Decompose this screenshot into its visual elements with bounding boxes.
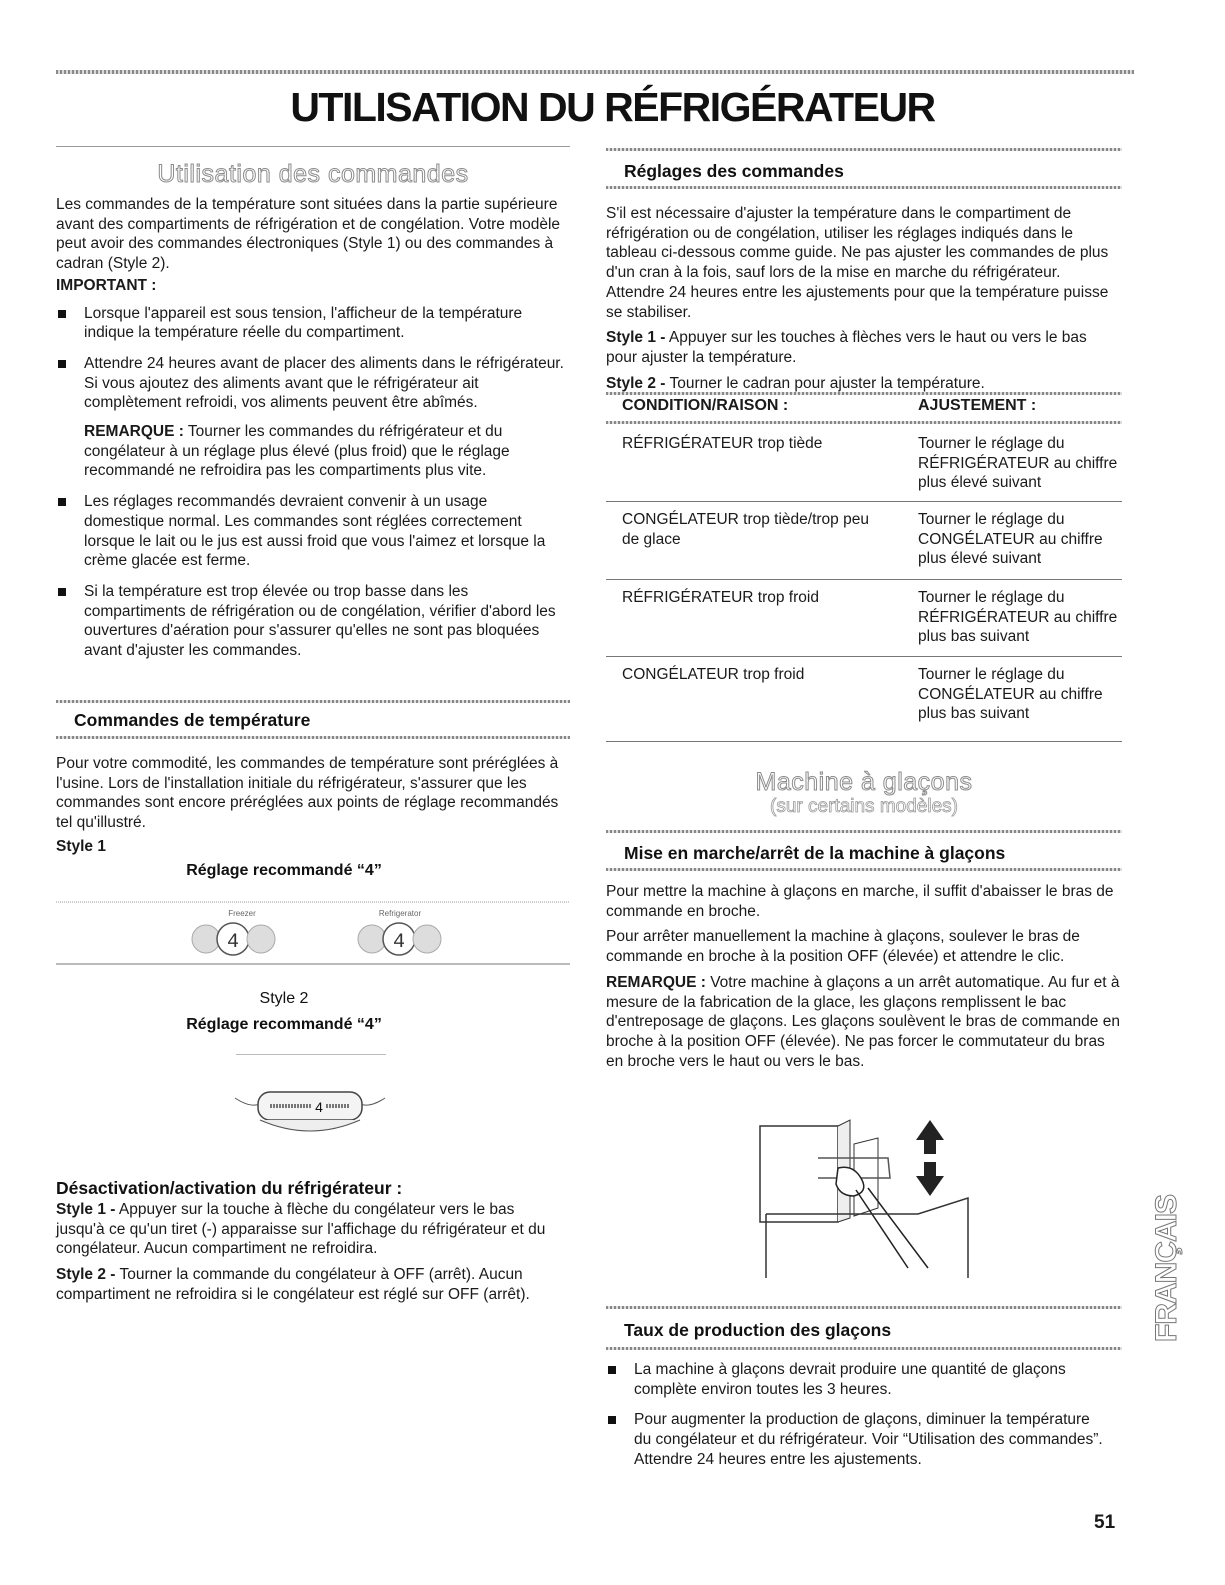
ice-onoff-body: Pour mettre la machine à glaçons en marche, il suffit d'abaisser le bras de commande en broche. Pour arrêter manuellement la machine à glaçons, soulever le bras de commande en broche à la position OFF (élevée) et attendre le clic. REMARQUE : Votre machine à glaçons a un arrêt automatique. Au fur et à mesure de la fabrication de la glace, les glaçons remplissent le bac d'entreposage de glaçons. Les glaçons soulèvent le bras de commande en broche à la position OFF (élevée). Ne pas forcer le commutateur du bras en broche vers le haut ou vers le bas. xyxy=(606,882,1122,1071)
ice-onoff-heading: Mise en marche/arrêt de la machine à glaçons xyxy=(624,843,1006,863)
style1-control-panel xyxy=(56,896,570,976)
dial-value: 4 xyxy=(315,1099,323,1115)
arrow-up-icon xyxy=(916,1120,944,1154)
desactivation-style1: Style 1 - Appuyer sur la touche à flèche du congélateur vers le bas jusqu'à ce qu'un tiret (-) apparaisse sur l'affichage du réfrigérateur et du congélateur. Aucun compartiment ne refroidira. xyxy=(56,1201,546,1258)
bullet-icon xyxy=(608,1416,616,1424)
fridge-label: Refrigerator xyxy=(378,909,422,918)
bullet-icon xyxy=(58,588,66,596)
table-row: CONGÉLATEUR trop froid Tourner le réglage du CONGÉLATEUR au chiffre plus bas suivant xyxy=(606,657,1122,742)
freezer-up-arrow-icon xyxy=(247,925,275,953)
desactivation-heading: Désactivation/activation du réfrigérateur : xyxy=(56,1178,403,1198)
bullet-icon xyxy=(58,498,66,506)
left-body xyxy=(56,195,570,661)
ice-maker-illustration xyxy=(758,1118,978,1304)
style1-label: Style 1 xyxy=(56,837,106,855)
heading-rule xyxy=(606,186,1122,189)
list-item: Les réglages recommandés devraient convenir à un usage domestique normal. Les commandes sont réglées correctement lorsque le lait ou le jus est aussi froid que vous l'aimez et lorsque la crème glacée est ferme. xyxy=(56,492,570,571)
table-row: RÉFRIGÉRATEUR trop tiède Tourner le réglage du RÉFRIGÉRATEUR au chiffre plus élevé suivant xyxy=(606,424,1122,502)
heading-rule xyxy=(606,148,1122,151)
ice-rate-heading: Taux de production des glaçons xyxy=(624,1320,892,1340)
ice-maker-title: Machine à glaçons xyxy=(755,768,973,796)
svg-text:4: 4 xyxy=(392,931,406,954)
fridge-down-arrow-icon xyxy=(358,925,386,953)
heading-rule xyxy=(606,868,1122,871)
svg-text:4: 4 xyxy=(226,931,240,954)
divider xyxy=(236,1054,386,1055)
top-rule xyxy=(56,70,1134,74)
freezer-down-arrow-icon xyxy=(192,925,220,953)
remarque-paragraph: REMARQUE : Tourner les commandes du réfrigérateur et du congélateur à un réglage plus élevé (plus froid) que le réglage recommandé ne refroidira pas les compartiments plus vite. xyxy=(84,423,510,480)
temp-controls-body: Pour votre commodité, les commandes de température sont préréglées à l'usine. Lors de l'installation initiale du réfrigérateur, s'assurer que les commandes sont encore préréglées aux points de réglage recommandés tel qu'illustré. Style 1 xyxy=(56,754,570,857)
bullet-icon xyxy=(58,360,66,368)
list-item: Lorsque l'appareil est sous tension, l'afficheur de la température indique la température réelle du compartiment. xyxy=(56,304,570,343)
section-title-commandes: Utilisation des commandes xyxy=(157,160,469,188)
heading-rule xyxy=(56,736,570,739)
temp-controls-heading: Commandes de température xyxy=(74,710,311,730)
recommended-setting-1: Réglage recommandé “4” xyxy=(186,862,382,879)
desactivation-body xyxy=(56,1200,556,1305)
ice-rate-list xyxy=(606,1360,1106,1470)
heading-rule xyxy=(606,830,1122,833)
heading-rule xyxy=(56,700,570,703)
ice-maker-subtitle: (sur certains modèles) xyxy=(770,796,958,817)
fridge-display xyxy=(383,923,415,955)
important-label: IMPORTANT : xyxy=(56,276,157,294)
table-header xyxy=(606,395,1122,421)
reglages-heading: Réglages des commandes xyxy=(624,161,844,181)
recommended-setting-2: Réglage recommandé “4” xyxy=(186,1016,382,1033)
table-row: CONGÉLATEUR trop tiède/trop peu de glace Tourner le réglage du CONGÉLATEUR au chiffre plus élevé suivant xyxy=(606,502,1122,580)
arrow-down-icon xyxy=(916,1162,944,1196)
column-header-adjustment: AJUSTEMENT : xyxy=(918,397,1037,414)
style2-dial xyxy=(230,1086,390,1142)
list-item: Pour augmenter la production de glaçons, diminuer la température du congélateur et du réfrigérateur. Voir “Utilisation des commandes”. Attendre 24 heures entre les ajustements. xyxy=(606,1410,1106,1469)
intro-paragraph: Les commandes de la température sont situées dans la partie supérieure avant des compartiments de réfrigération et de congélation. Votre modèle peut avoir des commandes électroniques (Style 1) ou des commandes à cadran (Style 2). xyxy=(56,196,561,273)
desactivation-style2: Style 2 - Tourner la commande du congélateur à OFF (arrêt). Aucun compartiment ne refroidira si le congélateur est réglé sur OFF (arrêt). xyxy=(56,1266,530,1303)
list-item: Si la température est trop élevée ou trop basse dans les compartiments de réfrigération ou de congélation, vérifier d'abord les ouvertures d'aération pour s'assurer qu'elles ne sont pas bloquées avant d'ajuster les commandes. xyxy=(56,582,570,661)
reglages-style1: Style 1 - Appuyer sur les touches à flèches vers le haut ou vers le bas pour ajuster la température. xyxy=(606,329,1087,366)
reglages-body: S'il est nécessaire d'ajuster la température dans le compartiment de réfrigération ou de congélation, utiliser les réglages indiqués dans le tableau ci-dessous comme guide. Ne pas ajuster les commandes de plus d'un cran à la fois, sauf lors de la mise en marche du réfrigérateur. Attendre 24 heures entre les ajustements pour que la température puisse se stabiliser. Style 1 - Appuyer sur les touches à flèches vers le haut ou vers le bas pour ajuster la température. Style 2 - Tourner le cadran pour ajuster la température. xyxy=(606,204,1122,393)
column-header-condition: CONDITION/RAISON : xyxy=(622,397,789,414)
bullet-icon xyxy=(608,1366,616,1374)
section-divider xyxy=(56,146,570,147)
list-item: La machine à glaçons devrait produire une quantité de glaçons complète environ toutes les 3 heures. xyxy=(606,1360,1106,1399)
table-row: RÉFRIGÉRATEUR trop froid Tourner le réglage du RÉFRIGÉRATEUR au chiffre plus bas suivant xyxy=(606,580,1122,657)
freezer-display xyxy=(217,923,249,955)
bullet-icon xyxy=(58,310,66,318)
ice-remarque: REMARQUE : Votre machine à glaçons a un arrêt automatique. Au fur et à mesure de la fabrication de la glace, les glaçons remplissent le bac d'entreposage de glaçons. Les glaçons soulèvent le bras de commande en broche à la position OFF (élevée). Ne pas forcer le commutateur du bras en broche vers le haut ou vers le bas. xyxy=(606,973,1120,1070)
language-side-tab: FRANÇAIS xyxy=(1150,1195,1183,1342)
page-title: UTILISATION DU RÉFRIGÉRATEUR xyxy=(290,84,935,130)
reglages-style2: Style 2 - Tourner le cadran pour ajuster la température. xyxy=(606,374,985,392)
heading-rule xyxy=(606,1347,1122,1350)
fridge-up-arrow-icon xyxy=(413,925,441,953)
freezer-label: Freezer xyxy=(228,909,256,918)
style2-label: Style 2 xyxy=(259,990,309,1007)
page-number: 51 xyxy=(1094,1512,1116,1533)
list-item: Attendre 24 heures avant de placer des aliments dans le réfrigérateur. Si vous ajoutez des aliments avant que le réfrigérateur ait complètement refroidi, vos aliments peuvent être abîmés. REMARQUE : Tourner les commandes du réfrigérateur et du congélateur à un réglage plus élevé (plus froid) que le réglage recommandé ne refroidira pas les compartiments plus vite. xyxy=(56,354,570,481)
adjustment-table xyxy=(606,392,1122,742)
heading-rule xyxy=(606,1306,1122,1309)
remarque-label: REMARQUE : xyxy=(84,423,184,441)
